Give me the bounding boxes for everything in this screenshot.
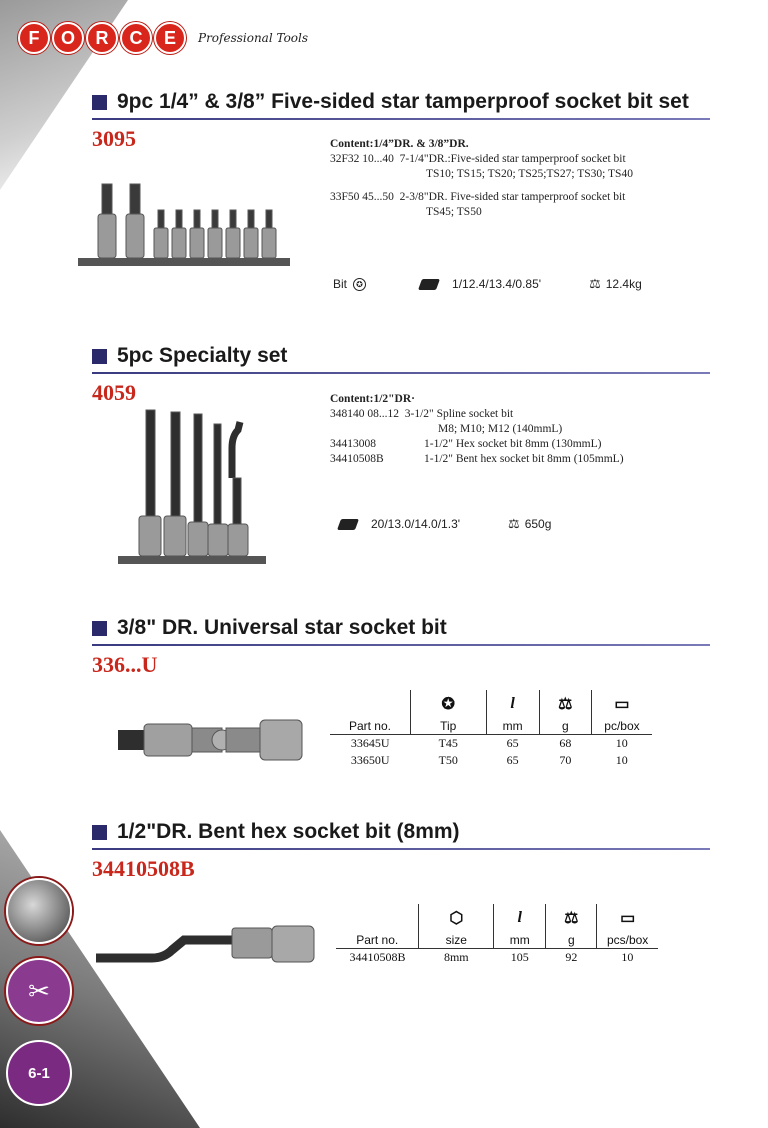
universal-socket-image [116, 712, 306, 766]
pliers-category-icon[interactable]: ✂ [6, 958, 72, 1024]
star-bit-icon: ✪ [353, 278, 366, 291]
section-title: 3/8" DR. Universal star socket bit [117, 616, 447, 639]
section-34410508b [92, 820, 710, 882]
carton-icon [418, 279, 440, 290]
part-range: 34410508B [330, 453, 384, 465]
part-range: 34413008 [330, 438, 376, 450]
cell: 34410508B [349, 950, 406, 964]
socket-bit-set-image [76, 178, 296, 270]
section-heading [92, 616, 710, 640]
brand-logo [18, 22, 308, 54]
section-rule [92, 372, 710, 374]
header-row [336, 932, 658, 949]
logo-letter: O [52, 22, 84, 54]
section-title: 1/2"DR. Bent hex socket bit (8mm) [117, 820, 460, 843]
content-list-3095 [330, 137, 710, 220]
hex-size-icon: ⬡ [419, 904, 494, 932]
rail [78, 258, 290, 266]
bit-type [333, 277, 372, 291]
product-code: 3095 [92, 126, 136, 151]
cell: 65 [506, 753, 519, 767]
cell: 70 [559, 753, 572, 767]
content-line [330, 190, 710, 205]
length-icon: l [494, 904, 546, 932]
content-list-4059 [330, 392, 710, 467]
part-cont: TS10; TS15; TS20; TS25;TS27; TS30; TS40 [426, 168, 633, 180]
col-header: pc/box [591, 718, 652, 735]
weight-value: 650g [524, 517, 552, 531]
heading-bullet-icon [92, 621, 107, 636]
section-rule [92, 848, 710, 850]
cell: 33650U [350, 753, 390, 767]
product-code: 4059 [92, 380, 136, 405]
section-title: 5pc Specialty set [117, 344, 288, 367]
logo-letter: F [18, 22, 50, 54]
packing-info [414, 277, 541, 291]
cell: 10 [621, 950, 634, 964]
weight-info [583, 276, 642, 292]
section-title: 9pc 1/4” & 3/8” Five-sided star tamperproof socket bit set [117, 90, 689, 113]
star-tip-icon: ✪ [410, 690, 486, 718]
logo-letter: R [86, 22, 118, 54]
scale-icon: ⚖ [508, 516, 519, 531]
heading-bullet-icon [92, 825, 107, 840]
cell: 105 [510, 950, 529, 964]
info-line-3095 [333, 276, 684, 292]
packing-value: 1/12.4/13.4/0.85' [452, 277, 542, 291]
part-desc: 1-1/2" Hex socket bit 8mm (130mmL) [424, 438, 602, 450]
part-desc: 3-1/2" Spline socket bit [404, 408, 514, 420]
product-code: 336...U [92, 652, 158, 677]
section-heading [92, 820, 710, 844]
scale-icon: ⚖ [539, 690, 591, 718]
col-header: mm [494, 932, 546, 949]
cell: 65 [506, 736, 519, 750]
cell: 68 [559, 736, 572, 750]
box-icon: ▭ [597, 904, 658, 932]
col-header: size [419, 932, 494, 949]
heading-bullet-icon [92, 349, 107, 364]
logo-letter: C [120, 22, 152, 54]
section-heading [92, 344, 710, 368]
scale-icon: ⚖ [546, 904, 597, 932]
bent-hex-bit-image [92, 922, 322, 972]
part-cont: TS45; TS50 [426, 206, 482, 218]
cell: T45 [438, 736, 458, 750]
table-row [330, 752, 652, 769]
cell: 92 [565, 950, 578, 964]
col-header: pcs/box [597, 932, 658, 949]
content-line [330, 407, 710, 422]
part-desc: 1-1/2" Bent hex socket bit 8mm (105mmL) [424, 453, 624, 465]
part-cont: M8; M10; M12 (140mmL) [438, 423, 563, 435]
section-rule [92, 644, 710, 646]
cell: 10 [615, 736, 628, 750]
icon-row [330, 690, 652, 718]
packing-info [333, 517, 460, 531]
cell: T50 [438, 753, 458, 767]
content-line [330, 152, 710, 167]
table-row [336, 949, 658, 967]
specialty-set-image [112, 408, 272, 570]
section-336u [92, 616, 710, 678]
packing-value: 20/13.0/14.0/1.3' [371, 517, 461, 531]
brand-tagline: Professional Tools [198, 31, 309, 45]
spec-table-336u [330, 690, 652, 769]
logo-letter: E [154, 22, 186, 54]
col-header: Part no. [336, 932, 419, 949]
scale-icon: ⚖ [589, 276, 600, 291]
icon-row [336, 904, 658, 932]
bit-label: Bit [333, 277, 348, 291]
part-desc: 7-1/4"DR.:Five-sided star tamperproof socket bit [399, 153, 626, 165]
header-row [330, 718, 652, 735]
table-row [330, 735, 652, 753]
col-header: mm [486, 718, 539, 735]
section-heading [92, 90, 710, 114]
content-title: Content:1/2"DR· [330, 393, 415, 405]
spec-table-34410508b [336, 904, 658, 966]
col-header: g [539, 718, 591, 735]
part-range: 32F32 10...40 [330, 153, 394, 165]
heading-bullet-icon [92, 95, 107, 110]
part-desc: 2-3/8"DR. Five-sided star tamperproof socket bit [399, 191, 626, 203]
length-icon: l [486, 690, 539, 718]
cell: 10 [615, 753, 628, 767]
part-range: 33F50 45...50 [330, 191, 394, 203]
product-code: 34410508B [92, 856, 195, 881]
weight-info [502, 516, 551, 532]
carton-icon [337, 519, 359, 530]
content-line [330, 437, 710, 452]
weight-value: 12.4kg [605, 277, 642, 291]
info-line-4059 [333, 516, 593, 532]
col-header: Part no. [330, 718, 410, 735]
tools-photo-badge [6, 878, 72, 944]
content-line [330, 452, 710, 467]
part-range: 348140 08...12 [330, 408, 399, 420]
content-title: Content:1/4”DR. & 3/8”DR. [330, 138, 469, 150]
col-header: g [546, 932, 597, 949]
col-header: Tip [410, 718, 486, 735]
box-icon: ▭ [591, 690, 652, 718]
section-rule [92, 118, 710, 120]
page-number: 6-1 [6, 1040, 72, 1106]
cell: 8mm [443, 950, 469, 964]
cell: 33645U [350, 736, 390, 750]
